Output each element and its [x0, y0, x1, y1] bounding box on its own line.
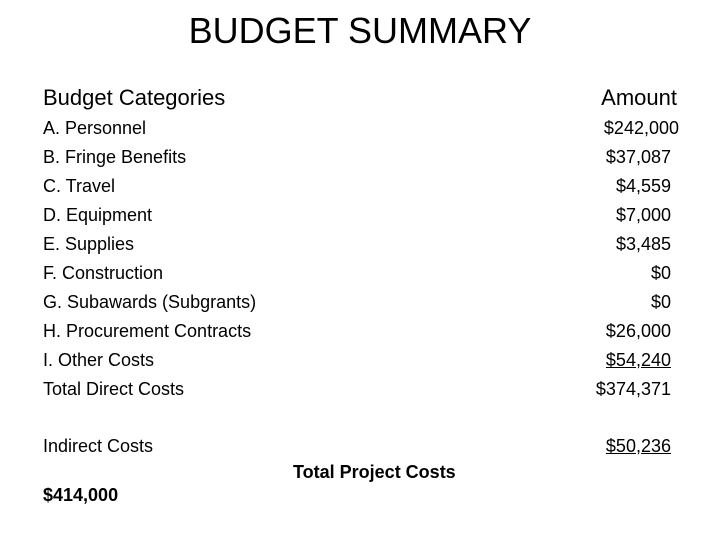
budget-row-procurement-contracts [43, 317, 671, 346]
budget-row-total-direct-costs [43, 375, 671, 404]
row-amount: $54,240 [605, 350, 671, 370]
budget-row-construction [43, 259, 671, 288]
row-amount: $242,000 [603, 118, 679, 138]
row-label: H. Procurement Contracts [43, 321, 252, 341]
budget-row-equipment [43, 201, 671, 230]
budget-row-other-costs [43, 346, 671, 375]
budget-categories-header: Budget Categories [43, 85, 226, 110]
row-amount: $4,559 [615, 176, 671, 196]
row-amount: $7,000 [615, 205, 671, 225]
budget-row-personnel [43, 114, 679, 143]
row-label: E. Supplies [43, 234, 135, 254]
total-project-costs-label: Total Project Costs [293, 462, 456, 482]
row-amount: $3,485 [615, 234, 671, 254]
indirect-costs-row [43, 432, 671, 461]
page-title: BUDGET SUMMARY [188, 10, 532, 51]
row-amount: $374,371 [595, 379, 671, 399]
row-label: I. Other Costs [43, 350, 155, 370]
row-amount: $37,087 [605, 147, 671, 167]
row-amount: $0 [650, 292, 671, 312]
total-project-costs-amount: $414,000 [43, 485, 119, 505]
row-label: C. Travel [43, 176, 116, 196]
amount-header: Amount [601, 85, 677, 110]
budget-row-supplies [43, 230, 671, 259]
budget-row-travel [43, 172, 671, 201]
budget-row-fringe-benefits [43, 143, 671, 172]
row-amount: $0 [650, 263, 671, 283]
budget-row-subawards [43, 288, 671, 317]
indirect-costs-label: Indirect Costs [43, 436, 154, 456]
indirect-costs-amount: $50,236 [605, 436, 671, 456]
row-label: F. Construction [43, 263, 164, 283]
row-label: Total Direct Costs [43, 379, 185, 399]
row-label: A. Personnel [43, 118, 147, 138]
row-label: B. Fringe Benefits [43, 147, 187, 167]
row-label: D. Equipment [43, 205, 153, 225]
row-amount: $26,000 [605, 321, 671, 341]
row-label: G. Subawards (Subgrants) [43, 292, 257, 312]
